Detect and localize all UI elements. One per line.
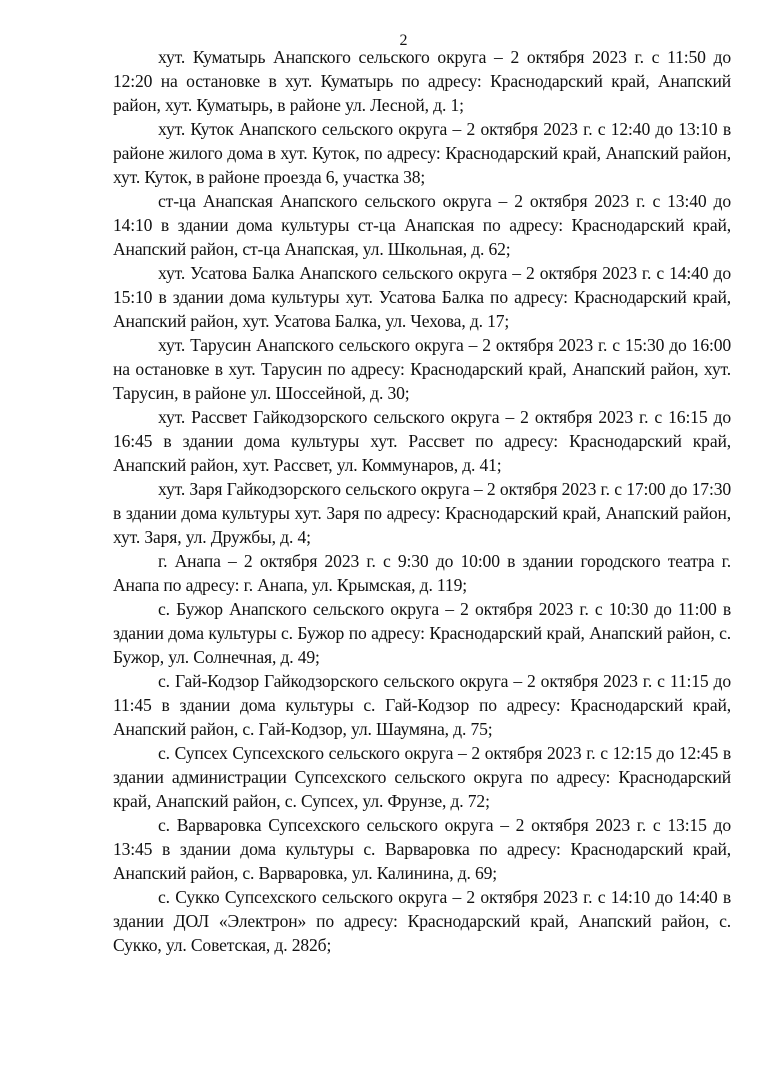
- paragraph-sukko: с. Сукко Супсехского сельского округа – 2 октября 2023 г. с 14:10 до 14:40 в здании ДОЛ «Электрон» по адресу: Краснодарский край, Анапский район, с. Сукко, ул. Советская, д. 282б;: [113, 887, 731, 955]
- paragraph-kutok: хут. Куток Анапского сельского округа – 2 октября 2023 г. с 12:40 до 13:10 в районе жилого дома в хут. Куток, по адресу: Краснодарский край, Анапский район, хут. Куток, в районе проезда 6, участка 38;: [113, 119, 731, 187]
- paragraph-tarusin: хут. Тарусин Анапского сельского округа – 2 октября 2023 г. с 15:30 до 16:00 на остановке в хут. Тарусин по адресу: Краснодарский край, Анапский район, хут. Тарусин, в районе ул. Шоссейной, д. 30;: [113, 335, 731, 403]
- document-body: [113, 45, 731, 957]
- page-number: 2: [399, 32, 408, 49]
- paragraph-buzhor: с. Бужор Анапского сельского округа – 2 октября 2023 г. с 10:30 до 11:00 в здании дома культуры с. Бужор по адресу: Краснодарский край, Анапский район, с. Бужор, ул. Солнечная, д. 49;: [113, 599, 731, 667]
- paragraph-varvarovka: с. Варваровка Супсехского сельского округа – 2 октября 2023 г. с 13:15 до 13:45 в здании дома культуры с. Варваровка по адресу: Краснодарский край, Анапский район, с. Варваровка, ул. Калинина, д. 69;: [113, 815, 731, 883]
- paragraph-kumatyr: хут. Куматырь Анапского сельского округа – 2 октября 2023 г. с 11:50 до 12:20 на остановке в хут. Куматырь по адресу: Краснодарский край, Анапский район, хут. Куматырь, в районе ул. Лесной, д. 1;: [113, 47, 731, 115]
- paragraph-usatova-balka: хут. Усатова Балка Анапского сельского округа – 2 октября 2023 г. с 14:40 до 15:10 в здании дома культуры хут. Усатова Балка по адресу: Краснодарский край, Анапский район, хут. Усатова Балка, ул. Чехова, д. 17;: [113, 263, 731, 331]
- paragraph-gay-kodzor: с. Гай-Кодзор Гайкодзорского сельского округа – 2 октября 2023 г. с 11:15 до 11:45 в здании дома культуры с. Гай-Кодзор по адресу: Краснодарский край, Анапский район, с. Гай-Кодзор, ул. Шаумяна, д. 75;: [113, 671, 731, 739]
- paragraph-anapskaya: ст-ца Анапская Анапского сельского округа – 2 октября 2023 г. с 13:40 до 14:10 в здании дома культуры ст-ца Анапская по адресу: Краснодарский край, Анапский район, ст-ца Анапская, ул. Школьная, д. 62;: [113, 191, 731, 259]
- paragraph-anapa: г. Анапа – 2 октября 2023 г. с 9:30 до 10:00 в здании городского театра г. Анапа по адресу: г. Анапа, ул. Крымская, д. 119;: [113, 551, 731, 595]
- paragraph-rassvet: хут. Рассвет Гайкодзорского сельского округа – 2 октября 2023 г. с 16:15 до 16:45 в здании дома культуры хут. Рассвет по адресу: Краснодарский край, Анапский район, хут. Рассвет, ул. Коммунаров, д. 41;: [113, 407, 731, 475]
- paragraph-zarya: хут. Заря Гайкодзорского сельского округа – 2 октября 2023 г. с 17:00 до 17:30 в здании дома культуры хут. Заря по адресу: Краснодарский край, Анапский район, хут. Заря, ул. Дружбы, д. 4;: [113, 479, 731, 547]
- paragraph-supsekh: с. Супсех Супсехского сельского округа – 2 октября 2023 г. с 12:15 до 12:45 в здании администрации Супсехского сельского округа по адресу: Краснодарский край, Анапский район, с. Супсех, ул. Фрунзе, д. 72;: [113, 743, 731, 811]
